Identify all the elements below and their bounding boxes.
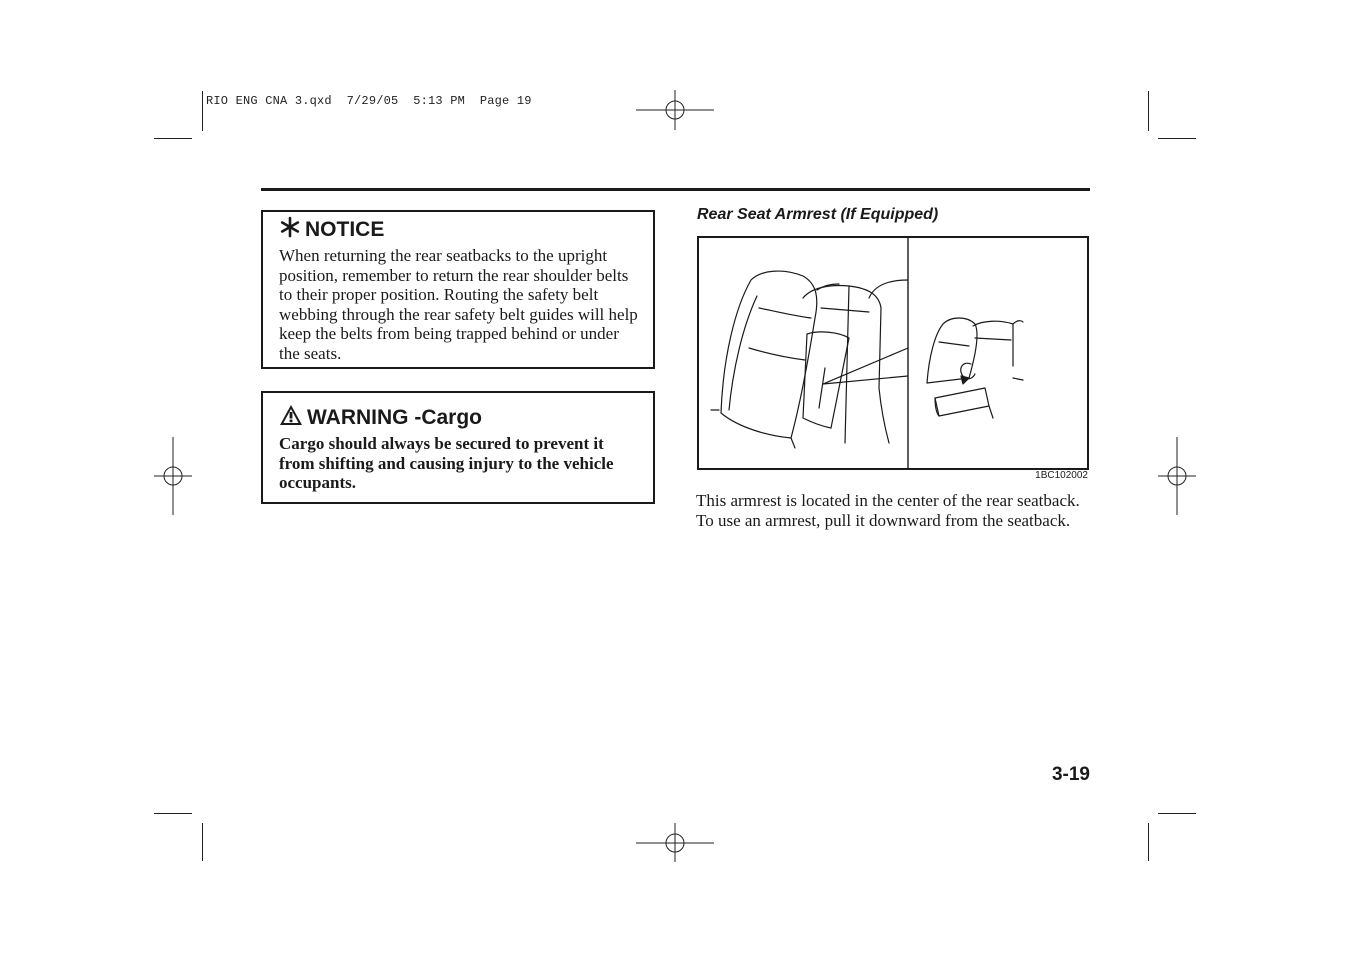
print-slug: RIO ENG CNA 3.qxd 7/29/05 5:13 PM Page 19 xyxy=(206,94,532,108)
warning-box xyxy=(261,391,655,504)
rear-seat-drawing xyxy=(699,238,1087,468)
notice-box xyxy=(261,210,655,369)
armrest-illustration xyxy=(697,236,1089,470)
warning-triangle-icon xyxy=(279,404,303,432)
notice-title-row xyxy=(279,216,639,244)
section-heading: Rear Seat Armrest (If Equipped) xyxy=(697,206,939,223)
figure-code: 1BC102002 xyxy=(1035,470,1088,481)
warning-title-row xyxy=(279,404,639,432)
page-number: 3-19 xyxy=(1051,764,1090,785)
notice-title: NOTICE xyxy=(305,218,385,241)
armrest-description: This armrest is located in the center of the rear seatback. To use an armrest, pull it downward from the seatback. xyxy=(696,491,1080,530)
asterisk-icon xyxy=(279,216,301,244)
notice-body: When returning the rear seatbacks to the upright position, remember to return the rear shoulder belts to their proper position. Routing the safety belt webbing through the rear safety belt guides will help keep the belts from being trapped behind or under the seats. xyxy=(279,246,638,363)
header-rule xyxy=(261,188,1090,191)
warning-body: Cargo should always be secured to prevent it from shifting and causing injury to the vehicle occupants. xyxy=(279,434,614,492)
warning-title: WARNING -Cargo xyxy=(307,406,482,429)
